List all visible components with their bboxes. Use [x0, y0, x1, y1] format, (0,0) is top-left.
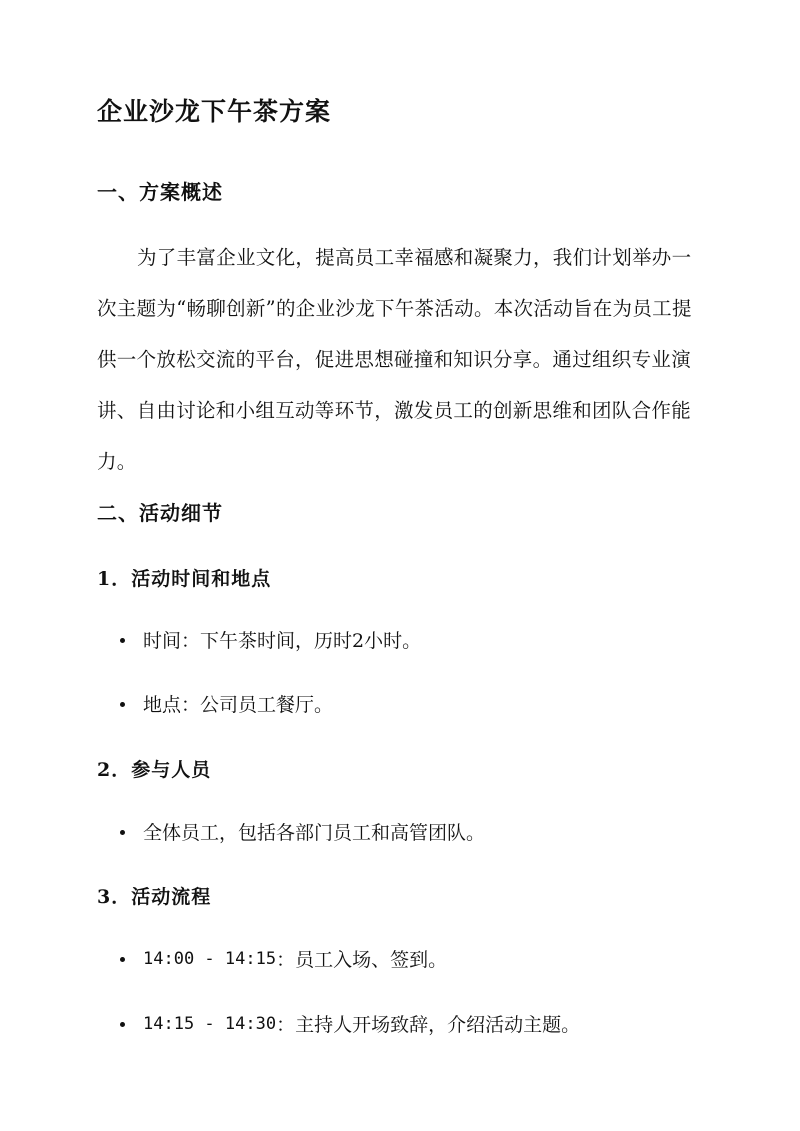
schedule-time: 14:15 - 14:30	[143, 1013, 277, 1034]
list-item	[120, 690, 333, 717]
schedule-text: ：员工入场、签到。	[276, 949, 448, 971]
subsection-heading-schedule: 3．活动流程	[97, 886, 212, 908]
list-item-text: 全体员工，包括各部门员工和高管团队。	[143, 822, 486, 844]
bullet-icon	[120, 702, 125, 707]
section-heading-details: 二、活动细节	[97, 501, 223, 525]
bullet-icon	[120, 830, 125, 835]
list-item	[120, 1010, 580, 1037]
bullet-icon	[120, 957, 125, 962]
list-item	[120, 818, 485, 845]
document-title: 企业沙龙下午茶方案	[97, 97, 332, 126]
subsection-heading-participants: 2．参与人员	[97, 759, 212, 781]
section-heading-overview: 一、方案概述	[97, 180, 223, 204]
list-item	[120, 626, 421, 653]
schedule-text: ：主持人开场致辞，介绍活动主题。	[276, 1014, 581, 1036]
bullet-icon	[120, 1022, 125, 1027]
list-item-text: 地点：公司员工餐厅。	[143, 694, 334, 716]
overview-paragraph: 为了丰富企业文化，提高员工幸福感和凝聚力，我们计划举办一次主题为“畅聊创新”的企业沙龙下午茶活动。本次活动旨在为员工提供一个放松交流的平台，促进思想碰撞和知识分享。通过组织专业演讲、自由讨论和小组互动等环节，激发员工的创新思维和团队合作能力。	[97, 246, 692, 473]
bullet-icon	[120, 638, 125, 643]
schedule-time: 14:00 - 14:15	[143, 948, 277, 969]
subsection-heading-time-location: 1．活动时间和地点	[97, 568, 272, 590]
list-item	[120, 945, 447, 972]
list-item-text: 时间：下午茶时间，历时2小时。	[143, 630, 422, 652]
